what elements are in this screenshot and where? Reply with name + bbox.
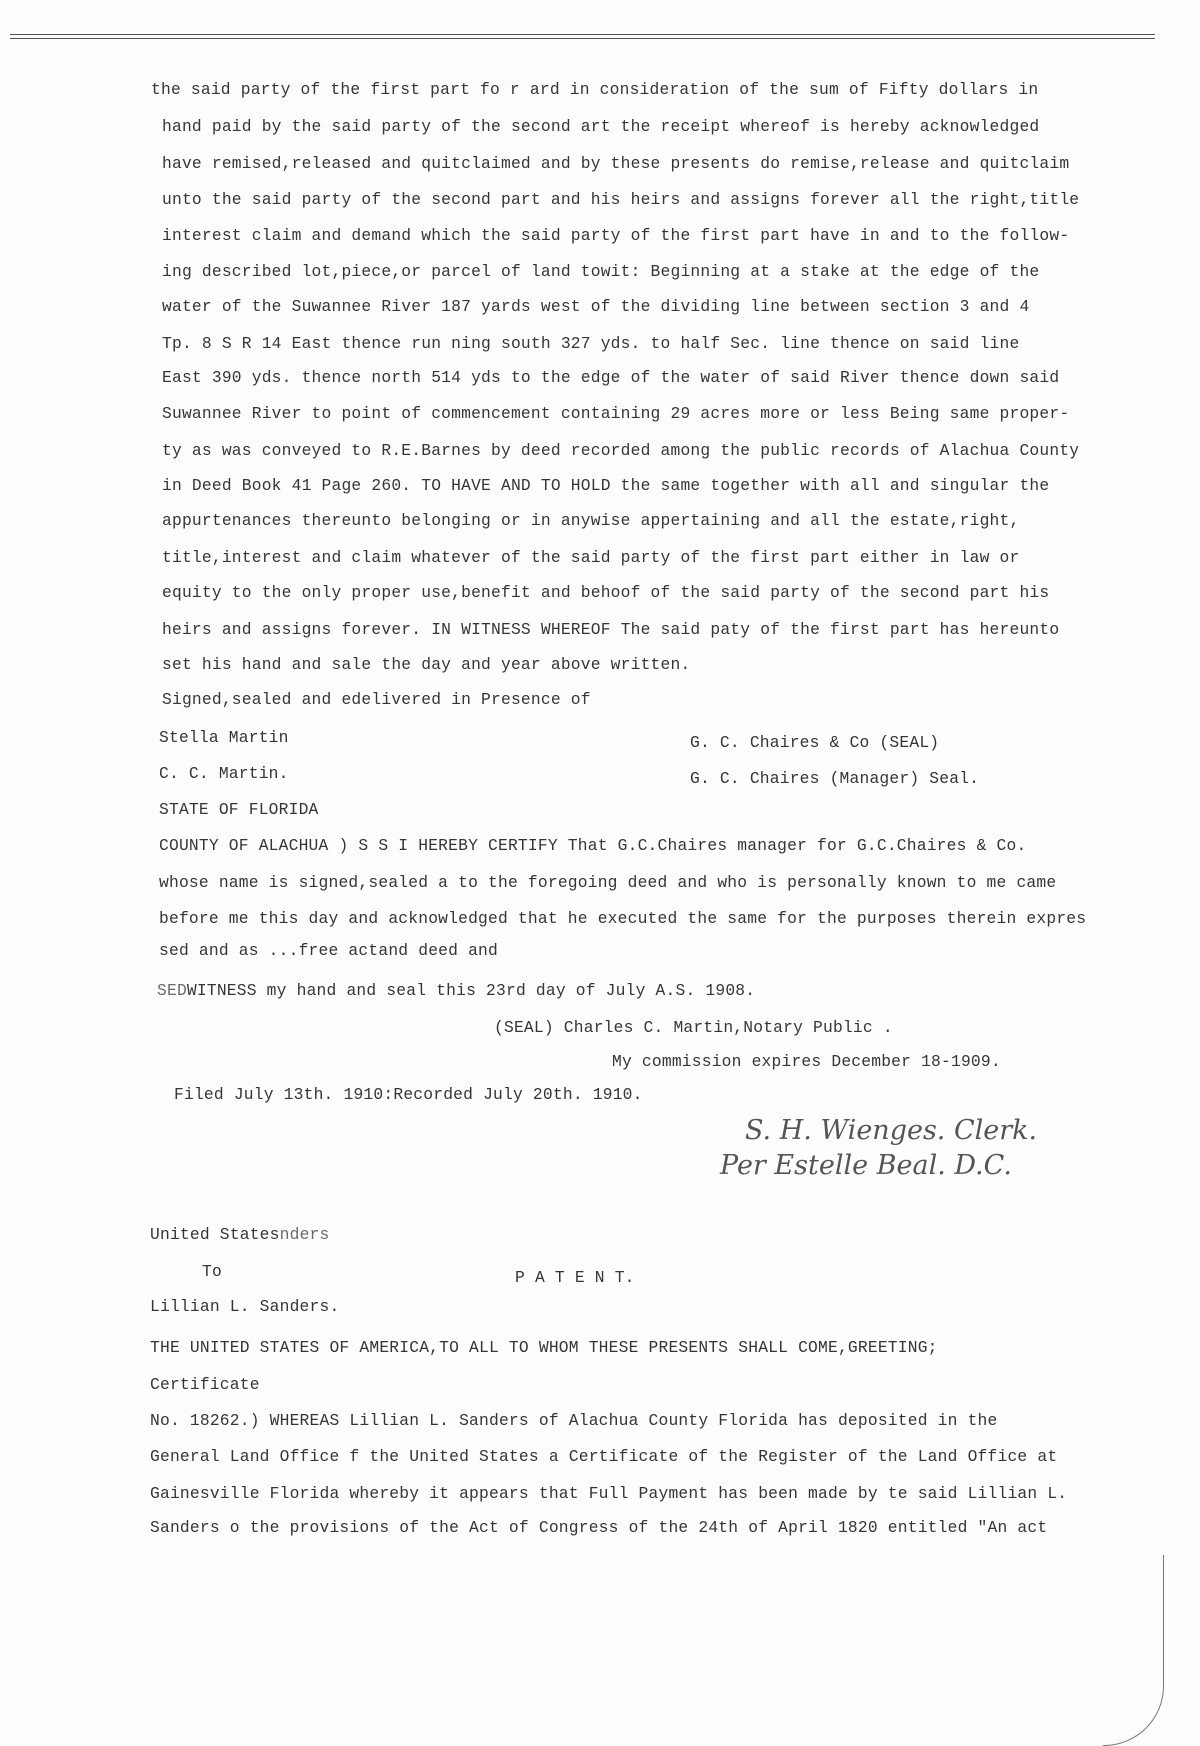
deed-line-14: title,interest and claim whatever of the said party of the first part either in law or <box>162 548 1020 567</box>
deed-line-16: heirs and assigns forever. IN WITNESS WHEREOF The said paty of the first part has hereunto <box>162 620 1060 639</box>
top-rule-double <box>10 38 1155 39</box>
state-heading: STATE OF FLORIDA <box>159 800 319 819</box>
patent-line-4: Sanders o the provisions of the Act of Congress of the 24th of April 1820 entitled "An act <box>150 1518 1048 1537</box>
signer-name-2: G. C. Chaires (Manager) Seal. <box>690 769 980 788</box>
patent-greeting: THE UNITED STATES OF AMERICA,TO ALL TO WHOM THESE PRESENTS SHALL COME,GREETING; <box>150 1338 938 1357</box>
patent-title: P A T E N T. <box>515 1268 635 1287</box>
patent-from-line <box>150 1225 329 1244</box>
deed-line-11: ty as was conveyed to R.E.Barnes by deed recorded among the public records of Alachua County <box>162 441 1080 460</box>
signer-name-1: G. C. Chaires & Co (SEAL) <box>690 733 940 752</box>
deed-line-5: interest claim and demand which the said party of the first part have in and to the follow- <box>162 226 1070 245</box>
deed-line-9: East 390 yds. thence north 514 yds to the edge of the water of said River thence down said <box>162 368 1060 387</box>
deed-line-13: appurtenances thereunto belonging or in anywise appertaining and all the estate,right, <box>162 511 1020 530</box>
deed-line-8: Tp. 8 S R 14 East thence run ning south 327 yds. to half Sec. line thence on said line <box>162 334 1020 353</box>
witness-hand-prefix: SED <box>157 981 187 1000</box>
patent-line-1: No. 18262.) WHEREAS Lillian L. Sanders of Alachua County Florida has deposited in the <box>150 1411 998 1430</box>
filed-recorded-line: Filed July 13th. 1910:Recorded July 20th. 1910. <box>174 1085 643 1104</box>
clerk-signature: S. H. Wienges. Clerk. <box>745 1115 1038 1146</box>
witness-name-2: C. C. Martin. <box>159 764 289 783</box>
witness-hand-line <box>157 981 755 1000</box>
patent-to-name: Lillian L. Sanders. <box>150 1297 340 1316</box>
ack-line-1: COUNTY OF ALACHUA ) S S I HEREBY CERTIFY That G.C.Chaires manager for G.C.Chaires & Co. <box>159 836 1027 855</box>
deed-line-3: have remised,released and quitclaimed and by these presents do remise,release and quitclaim <box>162 154 1070 173</box>
patent-line-3: Gainesville Florida whereby it appears that Full Payment has been made by te said Lillian L. <box>150 1484 1068 1503</box>
page-curl-edge <box>1103 1555 1164 1746</box>
ack-line-2: whose name is signed,sealed a to the foregoing deed and who is personally known to me came <box>159 873 1057 892</box>
signed-in-presence: Signed,sealed and edelivered in Presence of <box>162 690 591 709</box>
notary-line: (SEAL) Charles C. Martin,Notary Public . <box>494 1018 893 1037</box>
ack-line-3: before me this day and acknowledged that he executed the same for the purposes therein expres <box>159 909 1087 928</box>
deed-line-12: in Deed Book 41 Page 260. TO HAVE AND TO HOLD the same together with all and singular the <box>162 476 1050 495</box>
commission-line: My commission expires December 18-1909. <box>612 1052 1001 1071</box>
deed-line-6: ing described lot,piece,or parcel of land towit: Beginning at a stake at the edge of the <box>162 262 1040 281</box>
top-rule <box>10 34 1155 35</box>
witness-hand-text: WITNESS my hand and seal this 23rd day of July A.S. 1908. <box>186 981 756 1000</box>
certificate-label: Certificate <box>150 1375 260 1394</box>
patent-from-ghost: nders <box>279 1225 330 1244</box>
ack-line-4: sed and as ...free actand deed and <box>159 941 498 960</box>
deed-line-7: water of the Suwannee River 187 yards west of the dividing line between section 3 and 4 <box>162 297 1030 316</box>
witness-name-1: Stella Martin <box>159 728 289 747</box>
deputy-clerk-signature: Per Estelle Beal. D.C. <box>720 1150 1012 1181</box>
deed-line-17: set his hand and sale the day and year above written. <box>162 655 691 674</box>
patent-to-word: To <box>202 1262 222 1281</box>
deed-line-10: Suwannee River to point of commencement containing 29 acres more or less Being same proper- <box>162 404 1070 423</box>
deed-line-1: the said party of the first part fo r ard in consideration of the sum of Fifty dollars in <box>151 80 1039 99</box>
deed-line-4: unto the said party of the second part and his heirs and assigns forever all the right,title <box>162 190 1080 209</box>
patent-from: United States <box>150 1225 280 1244</box>
patent-line-2: General Land Office f the United States a Certificate of the Register of the Land Office at <box>150 1447 1058 1466</box>
deed-line-15: equity to the only proper use,benefit and behoof of the said party of the second part his <box>162 583 1050 602</box>
deed-line-2: hand paid by the said party of the second art the receipt whereof is hereby acknowledged <box>162 117 1040 136</box>
